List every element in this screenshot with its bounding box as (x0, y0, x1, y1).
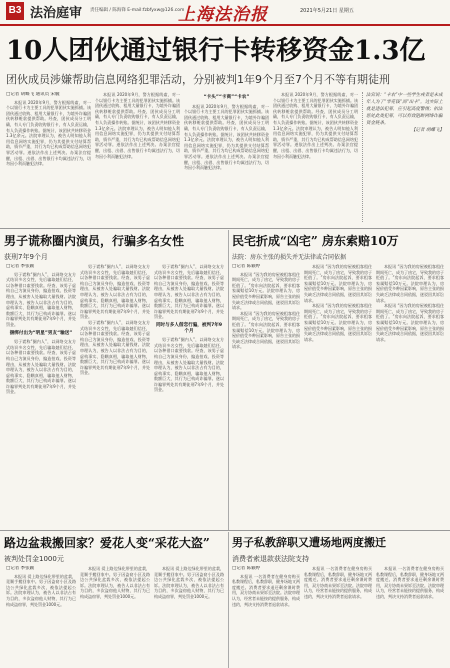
story2-column-3 (154, 264, 224, 524)
story4-headline: 路边盆栽搬回家？爱花人变“采花大盗” (4, 536, 210, 550)
lead-column-2 (95, 92, 180, 222)
story2-column-1 (6, 264, 76, 524)
dateline: 2021年5月21日 星期五 (300, 8, 354, 14)
section-divider (0, 530, 450, 531)
story2-mid-heading-1: 捆绑付出为“明星”男友“输送” (9, 330, 73, 336)
story4-column-1 (6, 566, 76, 666)
story2-body-text-cont: 男子谎称“圈内人”，以网络交友方式结识多名女性，先后骗取她们信任，以各种借口索要钱款。经查，该男子虚构自己为演员身份，编造拍戏、投资等理由，从被害人处骗取大量钱财。法院审理认为，被告人以非法占有为目的，虚构事实、隐瞒真相，骗取他人财物，数额巨大，其行为已构成诈骗罪。遂以诈骗罪判处其有期徒刑7年9个月，并处罚金。 (154, 337, 224, 393)
column-divider (228, 230, 229, 530)
story2-body-text-cont: 男子谎称“圈内人”，以网络交友方式结识多名女性，先后骗取她们信任，以各种借口索要钱款。经查，该男子虚构自己为演员身份，编造拍戏、投资等理由，从被害人处骗取大量钱财。法院审理认为，被告人以非法占有为目的，虚构事实、隐瞒真相，骗取他人财物，数额巨大，其行为已构成诈骗罪。遂以诈骗罪判处其有期徒刑7年9个月，并处罚金。 (80, 319, 150, 376)
lead-column-4 (273, 92, 358, 222)
story3-body-text-cont: 本报讯 “因为我的房屋被租客租住期间死亡，成为了凶宅，导致我的房子贬值了。”房东向法院起诉，要求租客家属赔偿10万元。法院审理认为，房屋价值受多种因素影响，原告主张的损失缺乏法律或合同依据，遂驳回其诉讼请求。 (304, 303, 372, 342)
lead-body-text-cont: 本报讯 2020年9月，警方根据线索，对一个以银行卡为主要工具的犯罪团伙实施抓捕。该团伙通过收购、租用大量银行卡，为境外诈骗团伙转移赃款提供帮助。经查，团伙成员分工明确，有人专门负责收购银行卡，有人负责运输，有人负责操作转账。据统计，该团伙共转移资金1.3亿余元。法院审理认为，被告人明知他人利用信息网络实施犯罪，仍为其提供支付结算帮助，情节严重，其行为均已构成帮助信息网络犯罪活动罪。遂依法作出上述判决。办案法官提醒，出租、出借、出售银行卡均属违法行为，切勿因小利而触犯法律。 (273, 92, 358, 159)
lead-subheadline: 团伙成员涉嫌帮助信息网络犯罪活动，分别被判1年9个月至7个月不等有期徒刑 (6, 73, 390, 86)
lead-body-text-cont: 本报讯 2020年9月，警方根据线索，对一个以银行卡为主要工具的犯罪团伙实施抓捕。该团伙通过收购、租用大量银行卡，为境外诈骗团伙转移赃款提供帮助。经查，团伙成员分工明确，有人专门负责收购银行卡，有人负责运输，有人负责操作转账。据统计，该团伙共转移资金1.3亿余元。法院审理认为，被告人明知他人利用信息网络实施犯罪，仍为其提供支付结算帮助，情节严重，其行为均已构成帮助信息网络犯罪活动罪。遂依法作出上述判决。办案法官提醒，出租、出借、出售银行卡均属违法行为，切勿因小利而触犯法律。 (184, 103, 269, 171)
story2-body-text-cont: 男子谎称“圈内人”，以网络交友方式结识多名女性，先后骗取她们信任，以各种借口索要钱款。经查，该男子虚构自己为演员身份，编造拍戏、投资等理由，从被害人处骗取大量钱财。法院审理认为，被告人以非法占有为目的，虚构事实、隐瞒真相，骗取他人财物，数额巨大，其行为已构成诈骗罪。遂以诈骗罪判处其有期徒刑7年9个月，并处罚金。 (80, 264, 150, 320)
story2-body-text-cont: 男子谎称“圈内人”，以网络交友方式结识多名女性，先后骗取她们信任，以各种借口索要钱款。经查，该男子虚构自己为演员身份，编造拍戏、投资等理由，从被害人处骗取大量钱财。法院审理认为，被告人以非法占有为目的，虚构事实、隐瞒真相，骗取他人财物，数额巨大，其行为已构成诈骗罪。遂以诈骗罪判处其有期徒刑7年9个月，并处罚金。 (154, 264, 224, 320)
story3-body-text-cont: 本报讯 “因为我的房屋被租客租住期间死亡，成为了凶宅，导致我的房子贬值了。”房东向法院起诉，要求租客家属赔偿10万元。法院审理认为，房屋价值受多种因素影响，原告主张的损失缺乏法律或合同依据，遂驳回其诉讼请求。 (376, 264, 444, 303)
lead-headline: 10人团伙通过银行卡转移资金1.3亿 (6, 36, 426, 66)
story4-body-text-cont: 本报讯 爱上路边绿化带里的盆栽，竟顺手搬回家中。男子因盗窃小区及路边公共绿化盆栽多次，被依法提起公诉。法院审理认为，被告人以非法占有为目的，多次盗窃他人财物，其行为已构成盗窃罪，判处罚金1000元。 (80, 566, 150, 599)
story3-body-text-cont: 本报讯 “因为我的房屋被租客租住期间死亡，成为了凶宅，导致我的房子贬值了。”房东向法院起诉，要求租客家属赔偿10万元。法院审理认为，房屋价值受多种因素影响，原告主张的损失缺乏法律或合同依据，遂驳回其诉讼请求。 (376, 303, 444, 342)
story2-subheadline: 获刑7年9个月 (4, 253, 48, 261)
story4-body-text-cont: 本报讯 爱上路边绿化带里的盆栽，竟顺手搬回家中。男子因盗窃小区及路边公共绿化盆栽多次，被依法提起公诉。法院审理认为，被告人以非法占有为目的，多次盗窃他人财物，其行为已构成盗窃罪，判处罚金1000元。 (154, 566, 224, 599)
story3-headline: 民宅折成“凶宅” 房东索赔10万 (232, 234, 399, 248)
column-divider (228, 532, 229, 668)
story3-column-3 (376, 264, 444, 524)
story2-column-2 (80, 264, 150, 524)
story5-body-text-cont: 本报讯 一名消费者在健身房购买私教课程后，私教辞职，健身场地又两度搬迁。消费者要求退还剩余课时费用，双方协商未果诉至法院。法院审理认为，经营者未能按约提供服务，构成违约，判决支持消费者退款请求。 (376, 566, 444, 599)
story5-byline: □记者 陈颖婷 (232, 566, 261, 571)
story4-subheadline: 被判处罚金1000元 (4, 555, 64, 563)
lead-column-3 (184, 92, 269, 222)
story2-mid-heading-2: 同时与多人偕恋行骗，被判7年9个月 (155, 322, 223, 334)
lead-byline: □记者 胡蝶飞 通讯员 宋毓 (6, 92, 60, 97)
story3-subheadline: 法院：房东主张的损失并无法律或合同依据 (232, 254, 347, 261)
story5-body-text-cont: 本报讯 一名消费者在健身房购买私教课程后，私教辞职，健身场地又两度搬迁。消费者要求退还剩余课时费用，双方协商未果诉至法院。法院审理认为，经营者未能按约提供服务，构成违约，判决支持消费者退款请求。 (304, 566, 372, 599)
story4-body-text: 本报讯 爱上路边绿化带里的盆栽，竟顺手搬回家中。男子因盗窃小区及路边公共绿化盆栽多次，被依法提起公诉。法院审理认为，被告人以非法占有为目的，多次盗窃他人财物，其行为已构成盗窃罪，判处罚金1000元。 (6, 573, 76, 607)
pull-quote-text: 法官说：“卡农”中一些学生或者是未成年人为了“零花钱”而“出卡”，这实际上就是违法犯罪，应引起高度警惕；依法惩处此类犯罪，可以有效阻断网络诈骗资金链条。 (366, 93, 443, 126)
story3-body-text: 本报讯 “因为我的房屋被租客租住期间死亡，成为了凶宅，导致我的房子贬值了。”房东向法院起诉，要求租客家属赔偿10万元。法院审理认为，房屋价值受多种因素影响，原告主张的损失缺乏法律或合同依据，遂驳回其诉讼请求。 (232, 271, 300, 311)
story4-column-3 (154, 566, 224, 666)
story3-body-text-cont: 本报讯 “因为我的房屋被租客租住期间死亡，成为了凶宅，导致我的房子贬值了。”房东向法院起诉，要求租客家属赔偿10万元。法院审理认为，房屋价值受多种因素影响，原告主张的损失缺乏法律或合同依据，遂驳回其诉讼请求。 (232, 310, 300, 350)
lead-column-1 (6, 92, 91, 222)
section-divider (0, 228, 450, 229)
page-badge: B3 (6, 2, 24, 20)
story4-column-2 (80, 566, 150, 666)
pull-quote-byline: 【记者 胡蝶飞】 (411, 128, 444, 133)
story2-body-text: 男子谎称“圈内人”，以网络交友方式结识多名女性，先后骗取她们信任，以各种借口索要钱款。经查，该男子虚构自己为演员身份，编造拍戏、投资等理由，从被害人处骗取大量钱财。法院审理认为，被告人以非法占有为目的，虚构事实、隐瞒真相，骗取他人财物，数额巨大，其行为已构成诈骗罪。遂以诈骗罪判处其有期徒刑7年9个月，并处罚金。 (6, 271, 76, 327)
story2-headline: 男子谎称圈内演员，行骗多名女性 (4, 234, 185, 248)
story5-column-1 (232, 566, 300, 666)
story3-column-1 (232, 264, 300, 524)
story5-column-3 (376, 566, 444, 666)
story3-column-2 (304, 264, 372, 524)
story5-column-2 (304, 566, 372, 666)
editor-line: 责任编辑 / 陈海锋 E-mail:fzbfyxw@126.com (90, 8, 185, 13)
pull-quote (362, 92, 444, 222)
story3-byline: □记者 陈颖婷 (232, 264, 261, 269)
story4-byline: □记者 季张颖 (6, 566, 35, 571)
story3-body-text-cont: 本报讯 “因为我的房屋被租客租住期间死亡，成为了凶宅，导致我的房子贬值了。”房东向法院起诉，要求租客家属赔偿10万元。法院审理认为，房屋价值受多种因素影响，原告主张的损失缺乏法律或合同依据，遂驳回其诉讼请求。 (304, 264, 372, 303)
story5-headline: 男子私教辞职又遭场地两度搬迁 (232, 536, 386, 549)
story5-body-text: 本报讯 一名消费者在健身房购买私教课程后，私教辞职，健身场地又两度搬迁。消费者要求退还剩余课时费用，双方协商未果诉至法院。法院审理认为，经营者未能按约提供服务，构成违约，判决支持消费者退款请求。 (232, 573, 300, 607)
newspaper-masthead: 上海法治报 (178, 5, 268, 25)
lead-body-text-cont: 本报讯 2020年9月，警方根据线索，对一个以银行卡为主要工具的犯罪团伙实施抓捕。该团伙通过收购、租用大量银行卡，为境外诈骗团伙转移赃款提供帮助。经查，团伙成员分工明确，有人专门负责收购银行卡，有人负责运输，有人负责操作转账。据统计，该团伙共转移资金1.3亿余元。法院审理认为，被告人明知他人利用信息网络实施犯罪，仍为其提供支付结算帮助，情节严重，其行为均已构成帮助信息网络犯罪活动罪。遂依法作出上述判决。办案法官提醒，出租、出借、出售银行卡均属违法行为，切勿因小利而触犯法律。 (95, 92, 180, 159)
story2-body-text-cont: 男子谎称“圈内人”，以网络交友方式结识多名女性，先后骗取她们信任，以各种借口索要钱款。经查，该男子虚构自己为演员身份，编造拍戏、投资等理由，从被害人处骗取大量钱财。法院审理认为，被告人以非法占有为目的，虚构事实、隐瞒真相，骗取他人财物，数额巨大，其行为已构成诈骗罪。遂以诈骗罪判处其有期徒刑7年9个月，并处罚金。 (6, 339, 76, 395)
story2-byline: □记者 季张颖 (6, 264, 35, 269)
story5-subheadline: 消费者索退款获法院支持 (232, 555, 309, 563)
lead-mid-heading: “卡头”“卡商”“卡农” (203, 95, 250, 100)
section-title: 法治庭审 (30, 6, 83, 21)
lead-body-text: 本报讯 2020年9月，警方根据线索，对一个以银行卡为主要工具的犯罪团伙实施抓捕。该团伙通过收购、租用大量银行卡，为境外诈骗团伙转移赃款提供帮助。经查，团伙成员分工明确，有人专门负责收购银行卡，有人负责运输，有人负责操作转账。据统计，该团伙共转移资金1.3亿余元。法院审理认为，被告人明知他人利用信息网络实施犯罪，仍为其提供支付结算帮助，情节严重，其行为均已构成帮助信息网络犯罪活动罪。遂依法作出上述判决。办案法官提醒，出租、出借、出售银行卡均属违法行为，切勿因小利而触犯法律。 (6, 99, 91, 167)
